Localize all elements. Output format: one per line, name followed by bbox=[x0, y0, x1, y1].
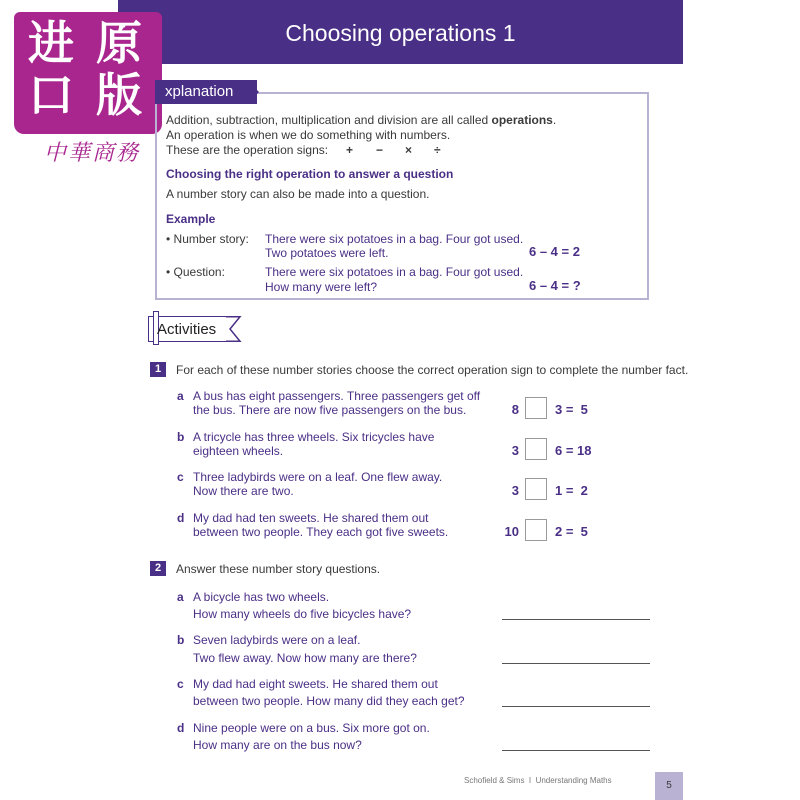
example-2-line-1: There were six potatoes in a bag. Four got used. bbox=[265, 265, 524, 279]
question-2-instruction: Answer these number story questions. bbox=[176, 562, 381, 576]
q2-b-line-1: Seven ladybirds were on a leaf. bbox=[193, 633, 361, 647]
q2-a-answer-line[interactable] bbox=[502, 619, 650, 620]
example-1-line-1: There were six potatoes in a bag. Four got used. bbox=[265, 232, 524, 246]
q1-c-right: 1 = 2 bbox=[555, 483, 588, 498]
explanation-intro: A number story can also be made into a question. bbox=[166, 187, 430, 201]
q1-d-answer-box[interactable] bbox=[525, 519, 547, 541]
q2-c-answer-line[interactable] bbox=[502, 706, 650, 707]
logo-char-2: 原 bbox=[96, 16, 142, 70]
q2-d-letter: d bbox=[177, 721, 185, 735]
q1-c-answer-box[interactable] bbox=[525, 478, 547, 500]
explanation-line-1 bbox=[166, 113, 556, 127]
activities-ribbon-tip bbox=[226, 316, 242, 342]
q2-c-line-1: My dad had eight sweets. He shared them out bbox=[193, 677, 438, 691]
q1-c-line-2: Now there are two. bbox=[193, 484, 294, 498]
q2-c-letter: c bbox=[177, 677, 184, 691]
q1-b-left-number: 3 bbox=[511, 443, 519, 458]
question-2-number: 2 bbox=[150, 561, 166, 576]
activities-heading: Activities bbox=[157, 321, 217, 338]
logo-char-3: 口 bbox=[28, 68, 74, 122]
q2-c-line-2: between two people. How many did they each get? bbox=[193, 694, 465, 708]
q1-b-answer-box[interactable] bbox=[525, 438, 547, 460]
q1-c-letter: c bbox=[177, 470, 184, 484]
page-number: 5 bbox=[655, 772, 683, 800]
q1-b-letter: b bbox=[177, 430, 185, 444]
q1-d-right: 2 = 5 bbox=[555, 524, 588, 539]
example-label: Example bbox=[166, 212, 216, 226]
q1-d-line-1: My dad had ten sweets. He shared them out bbox=[193, 511, 429, 525]
explanation-line-3: These are the operation signs: bbox=[166, 143, 329, 157]
explanation-ribbon-tip bbox=[247, 80, 259, 104]
q1-a-letter: a bbox=[177, 389, 184, 403]
line1-text: Addition, subtraction, multiplication and division are all called bbox=[166, 113, 492, 127]
divide-sign: ÷ bbox=[434, 143, 441, 157]
example-1-line-2: Two potatoes were left. bbox=[265, 246, 389, 260]
q2-b-line-2: Two flew away. Now how many are there? bbox=[193, 651, 417, 665]
q1-a-line-2: the bus. There are now five passengers on the bus. bbox=[193, 403, 467, 417]
explanation-line-2: An operation is when we do something with numbers. bbox=[166, 128, 451, 142]
q1-a-answer-box[interactable] bbox=[525, 397, 547, 419]
publisher-logo bbox=[14, 12, 162, 172]
explanation-subheading: Choosing the right operation to answer a question bbox=[166, 167, 454, 181]
example-1-fact: 6 – 4 = 2 bbox=[529, 244, 580, 259]
plus-sign: + bbox=[346, 143, 354, 157]
q2-a-letter: a bbox=[177, 590, 184, 604]
q1-b-right: 6 = 18 bbox=[555, 443, 592, 458]
times-sign: × bbox=[405, 143, 413, 157]
example-2-fact: 6 – 4 = ? bbox=[529, 278, 581, 293]
footer-text: Schofield & Sims I Understanding Maths bbox=[464, 776, 612, 785]
example-2-label: • Question: bbox=[166, 265, 225, 279]
q1-a-right: 3 = 5 bbox=[555, 402, 588, 417]
q1-a-line-1: A bus has eight passengers. Three passengers get off bbox=[193, 389, 481, 403]
q1-d-line-2: between two people. They each got five sweets. bbox=[193, 525, 449, 539]
q1-c-line-1: Three ladybirds were on a leaf. One flew away. bbox=[193, 470, 443, 484]
q2-d-line-2: How many are on the bus now? bbox=[193, 738, 362, 752]
q1-d-letter: d bbox=[177, 511, 185, 525]
example-1-label: • Number story: bbox=[166, 232, 249, 246]
logo-char-1: 进 bbox=[28, 16, 74, 70]
question-1-instruction: For each of these number stories choose the correct operation sign to complete the number fact. bbox=[176, 363, 689, 377]
q1-d-left-number: 10 bbox=[504, 524, 519, 539]
q2-b-answer-line[interactable] bbox=[502, 663, 650, 664]
explanation-heading: xplanation bbox=[155, 80, 257, 104]
example-2-line-2: How many were left? bbox=[265, 280, 378, 294]
q2-b-letter: b bbox=[177, 633, 185, 647]
question-1-number: 1 bbox=[150, 362, 166, 377]
q2-a-line-2: How many wheels do five bicycles have? bbox=[193, 607, 412, 621]
q1-c-left-number: 3 bbox=[511, 483, 519, 498]
logo-char-4: 版 bbox=[96, 68, 142, 122]
q2-d-line-1: Nine people were on a bus. Six more got on. bbox=[193, 721, 430, 735]
q2-d-answer-line[interactable] bbox=[502, 750, 650, 751]
q1-b-line-2: eighteen wheels. bbox=[193, 444, 284, 458]
q2-a-line-1: A bicycle has two wheels. bbox=[193, 590, 330, 604]
minus-sign: − bbox=[376, 143, 384, 157]
line1-bold: operations bbox=[491, 113, 553, 127]
q1-b-line-1: A tricycle has three wheels. Six tricycles have bbox=[193, 430, 435, 444]
line1-end: . bbox=[552, 113, 557, 127]
q1-a-left-number: 8 bbox=[511, 402, 519, 417]
page-title: Choosing operations 1 bbox=[285, 20, 516, 46]
logo-signature: 中華商務 bbox=[44, 141, 141, 166]
